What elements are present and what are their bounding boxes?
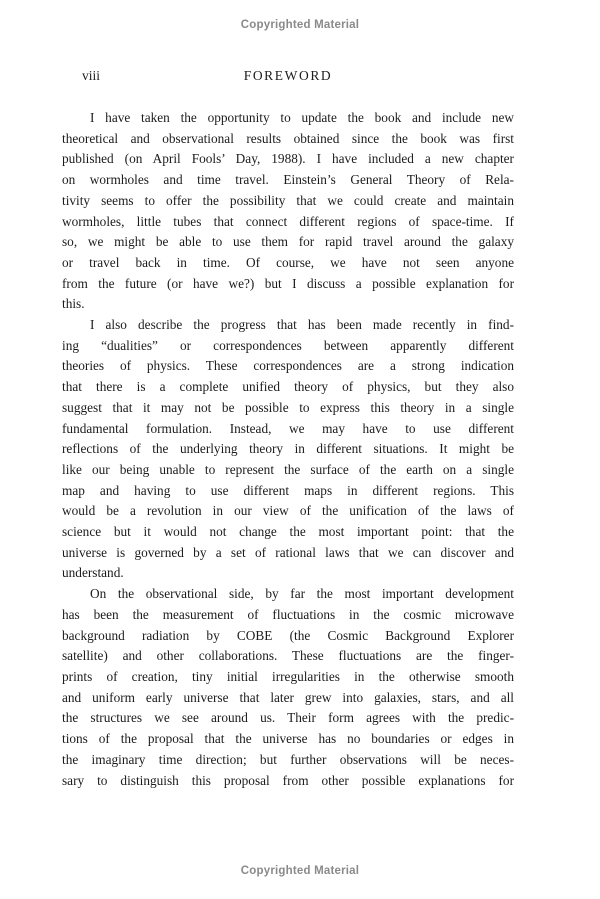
text-line: I have taken the opportunity to update the book and include new — [90, 110, 514, 125]
text-line: theoretical and observational results obtained since the book was first — [62, 130, 514, 146]
text-line: tivity seems to offer the possibility that we could create and maintain — [62, 192, 514, 208]
text-line: on wormholes and time travel. Einstein’s General Theory of Rela- — [62, 172, 514, 188]
paragraph — [62, 584, 514, 791]
text-line: fundamental formulation. Instead, we may have to use different — [62, 420, 514, 436]
text-line: the imaginary time direction; but further observations will be neces- — [62, 751, 514, 767]
text-line: sary to distinguish this proposal from other possible explanations for — [62, 772, 514, 788]
text-line: science but it would not change the most important point: that the — [62, 524, 514, 540]
copyright-notice-top: Copyrighted Material — [240, 19, 360, 31]
text-line: I also describe the progress that has been made recently in find- — [90, 317, 514, 333]
text-line: On the observational side, by far the most important development — [90, 586, 514, 602]
text-line: satellite) and other collaborations. These fluctuations are the finger- — [62, 648, 514, 664]
page-number: viii — [82, 68, 101, 83]
running-head: FOREWORD — [243, 68, 333, 83]
text-line: the structures we see around us. Their form agrees with the predic- — [62, 710, 514, 726]
text-line: tions of the proposal that the universe has no boundaries or edges in — [62, 731, 514, 747]
text-line: or travel back in time. Of course, we have not seen anyone — [62, 254, 514, 270]
page-body — [62, 108, 514, 791]
text-line: wormholes, little tubes that connect different regions of space-time. If — [62, 213, 514, 229]
text-line: reflections of the underlying theory in different situations. It might be — [62, 441, 514, 457]
text-line: ing “dualities” or correspondences between apparently different — [62, 337, 514, 353]
text-line: so, we might be able to use them for rapid travel around the galaxy — [62, 234, 514, 250]
paragraph — [62, 108, 514, 315]
text-line: understand. — [62, 565, 124, 581]
text-line: published (on April Fools’ Day, 1988). I have included a new chapter — [62, 151, 514, 167]
text-line: that there is a complete unified theory of physics, but they also — [62, 379, 514, 395]
text-line: this. — [62, 296, 85, 312]
paragraph — [62, 315, 514, 584]
text-line: from the future (or have we?) but I discuss a possible explanation for — [62, 275, 514, 291]
text-line: suggest that it may not be possible to express this theory in a single — [62, 399, 514, 415]
page-header — [62, 68, 514, 86]
text-line: like our being unable to represent the surface of the earth on a single — [62, 461, 514, 477]
text-line: prints of creation, tiny initial irregularities in the otherwise smooth — [62, 668, 514, 684]
text-line: and uniform early universe that later grew into galaxies, stars, and all — [62, 689, 514, 705]
text-line: universe is governed by a set of rational laws that we can discover and — [62, 544, 514, 560]
text-line: map and having to use different maps in different regions. This — [62, 482, 514, 498]
text-line: would be a revolution in our view of the unification of the laws of — [62, 503, 514, 519]
text-line: theories of physics. These correspondences are a strong indication — [62, 358, 514, 374]
text-line: background radiation by COBE (the Cosmic Background Explorer — [62, 627, 514, 643]
copyright-notice-bottom: Copyrighted Material — [240, 865, 360, 877]
text-line: has been the measurement of fluctuations in the cosmic microwave — [62, 606, 514, 622]
